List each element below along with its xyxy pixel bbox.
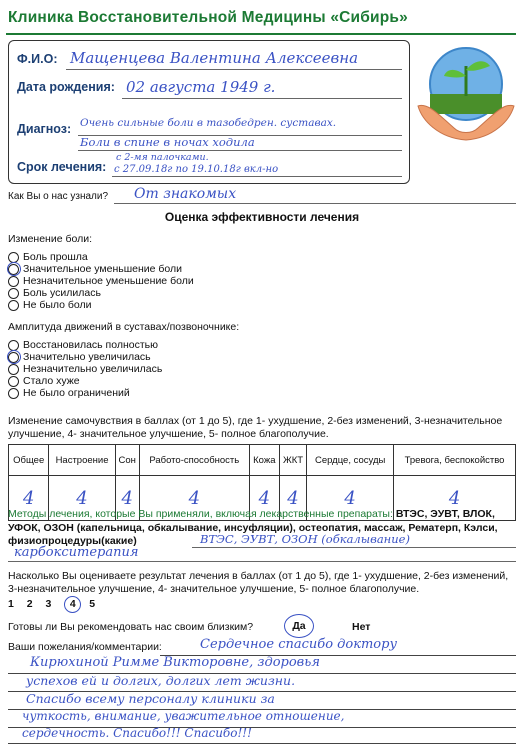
clinic-title: Клиника Восстановительной Медицины «Сибирь»	[8, 9, 408, 26]
how-found-line	[114, 203, 516, 204]
methods-question: Методы лечения, которые Вы применяли, включая лекарственные препараты: ВТЭС, ЭУВТ, ВЛОК, УФОК, ОЗОН (капельница, обкалывание, инсуфляции), остеопатия, массаж, Рематерп, Кэлси, физиопроцедуры(какие)	[8, 508, 498, 547]
score-mood[interactable]: 4	[49, 476, 115, 521]
radio-icon[interactable]	[8, 376, 19, 387]
wellbeing-question: Изменение самочувствия в баллах (от 1 до 5), где 1- ухудшение, 2-без изменений, 3-незначительное улучшение, 4- значительное улучшение, 5- полное благополучие.	[8, 415, 503, 440]
dob-value: 02 августа 1949 г.	[126, 78, 276, 96]
mobility-option-2[interactable]: Значительно увеличилась	[8, 351, 151, 363]
fio-value: Мащенцева Валентина Алексеевна	[70, 49, 359, 67]
pain-option-3[interactable]: Незначительное уменьшение боли	[8, 275, 194, 287]
result-scale	[8, 596, 100, 613]
mobility-question: Амплитуда движений в суставах/позвоночнике:	[8, 321, 240, 333]
radio-checked-icon[interactable]	[8, 352, 19, 363]
scale-2[interactable]: 2	[26, 598, 38, 610]
wishes-line-6	[8, 743, 516, 744]
wishes-text-1: Сердечное спасибо доктору	[200, 637, 397, 652]
diagnosis-line-2	[78, 150, 402, 151]
fio-line	[66, 69, 402, 70]
scale-4-selected[interactable]: 4	[64, 596, 81, 613]
term-value: с 27.09.18г по 19.10.18г вкл-но	[114, 164, 279, 175]
result-question: Насколько Вы оцениваете результат лечения в баллах (от 1 до 5), где 1- ухудшение, 2-без изменений, 3-незначительное улучшение, 4- значительное улучшение, 5- полное благополучие.	[8, 570, 509, 595]
scale-3[interactable]: 3	[45, 598, 57, 610]
wishes-text-4: Спасибо всему персоналу клиники за	[26, 691, 275, 706]
pain-option-1[interactable]: Боль прошла	[8, 251, 88, 263]
methods-line-1	[192, 547, 516, 548]
col-header-sleep: Сон	[115, 445, 139, 476]
how-found-value: От знакомых	[134, 186, 237, 202]
radio-icon[interactable]	[8, 364, 19, 375]
col-header-heart: Сердце, сосуды	[307, 445, 394, 476]
score-gi[interactable]: 4	[279, 476, 306, 521]
wishes-label: Ваши пожелания/комментарии:	[8, 641, 162, 653]
scale-5[interactable]: 5	[89, 598, 101, 610]
col-header-gi: ЖКТ	[279, 445, 306, 476]
mobility-option-1[interactable]: Восстановилась полностью	[8, 339, 158, 351]
pain-option-4[interactable]: Боль усилилась	[8, 287, 101, 299]
diagnosis-value-2: Боли в спине в ночах ходила	[80, 135, 255, 149]
radio-icon[interactable]	[8, 388, 19, 399]
col-header-general: Общее	[9, 445, 49, 476]
fio-label: Ф.И.О:	[17, 52, 58, 66]
recommend-no[interactable]: Нет	[352, 621, 371, 633]
methods-line-2	[8, 561, 516, 562]
radio-icon[interactable]	[8, 300, 19, 311]
methods-answer-1: ВТЭС, ЭУВТ, ОЗОН (обкалывание)	[200, 532, 410, 546]
col-header-anxiety: Тревога, беспокойство	[394, 445, 516, 476]
diagnosis-value-3: с 2-мя палочками.	[116, 152, 209, 163]
mobility-option-5[interactable]: Не было ограничений	[8, 387, 130, 399]
recommend-yes[interactable]: Да	[284, 614, 314, 638]
wishes-text-5: чуткость, внимание, уважительное отношение,	[22, 709, 345, 723]
diagnosis-value-1: Очень сильные боли в тазобедрен. суставах.	[80, 117, 337, 129]
score-heart[interactable]: 4	[307, 476, 394, 521]
col-header-skin: Кожа	[249, 445, 279, 476]
radio-icon[interactable]	[8, 288, 19, 299]
section-title: Оценка эффективности лечения	[164, 210, 360, 224]
wishes-text-2: Кирюхиной Римме Викторовне, здоровья	[30, 655, 320, 670]
recommend-question: Готовы ли Вы рекомендовать нас своим близким?	[8, 621, 254, 633]
col-header-mood: Настроение	[49, 445, 115, 476]
term-label: Срок лечения:	[17, 160, 107, 174]
score-anxiety[interactable]: 4	[394, 476, 516, 521]
wishes-text-6: сердечность. Спасибо!!! Спасибо!!!	[22, 726, 252, 740]
methods-answer-2: карбокситерапия	[14, 545, 139, 560]
mobility-option-3[interactable]: Незначительно увеличилась	[8, 363, 162, 375]
how-found-label: Как Вы о нас узнали?	[8, 191, 109, 202]
clinic-logo-hands-plant	[414, 36, 518, 146]
dob-line	[122, 98, 402, 99]
radio-icon[interactable]	[8, 276, 19, 287]
pain-option-2[interactable]: Значительное уменьшение боли	[8, 263, 182, 275]
radio-checked-icon[interactable]	[8, 264, 19, 275]
dob-label: Дата рождения:	[17, 80, 115, 94]
score-general[interactable]: 4	[9, 476, 49, 521]
mobility-option-4[interactable]: Стало хуже	[8, 375, 80, 387]
col-header-work: Работо-способность	[139, 445, 249, 476]
term-line	[112, 176, 402, 177]
title-divider	[6, 33, 516, 35]
diagnosis-label: Диагноз:	[17, 122, 72, 136]
scale-1[interactable]: 1	[8, 598, 19, 610]
score-work[interactable]: 4	[139, 476, 249, 521]
wishes-text-3: успехов ей и долгих, долгих лет жизни.	[26, 673, 296, 688]
score-skin[interactable]: 4	[249, 476, 279, 521]
pain-option-5[interactable]: Не было боли	[8, 299, 92, 311]
pain-question: Изменение боли:	[8, 233, 93, 245]
score-sleep[interactable]: 4	[115, 476, 139, 521]
